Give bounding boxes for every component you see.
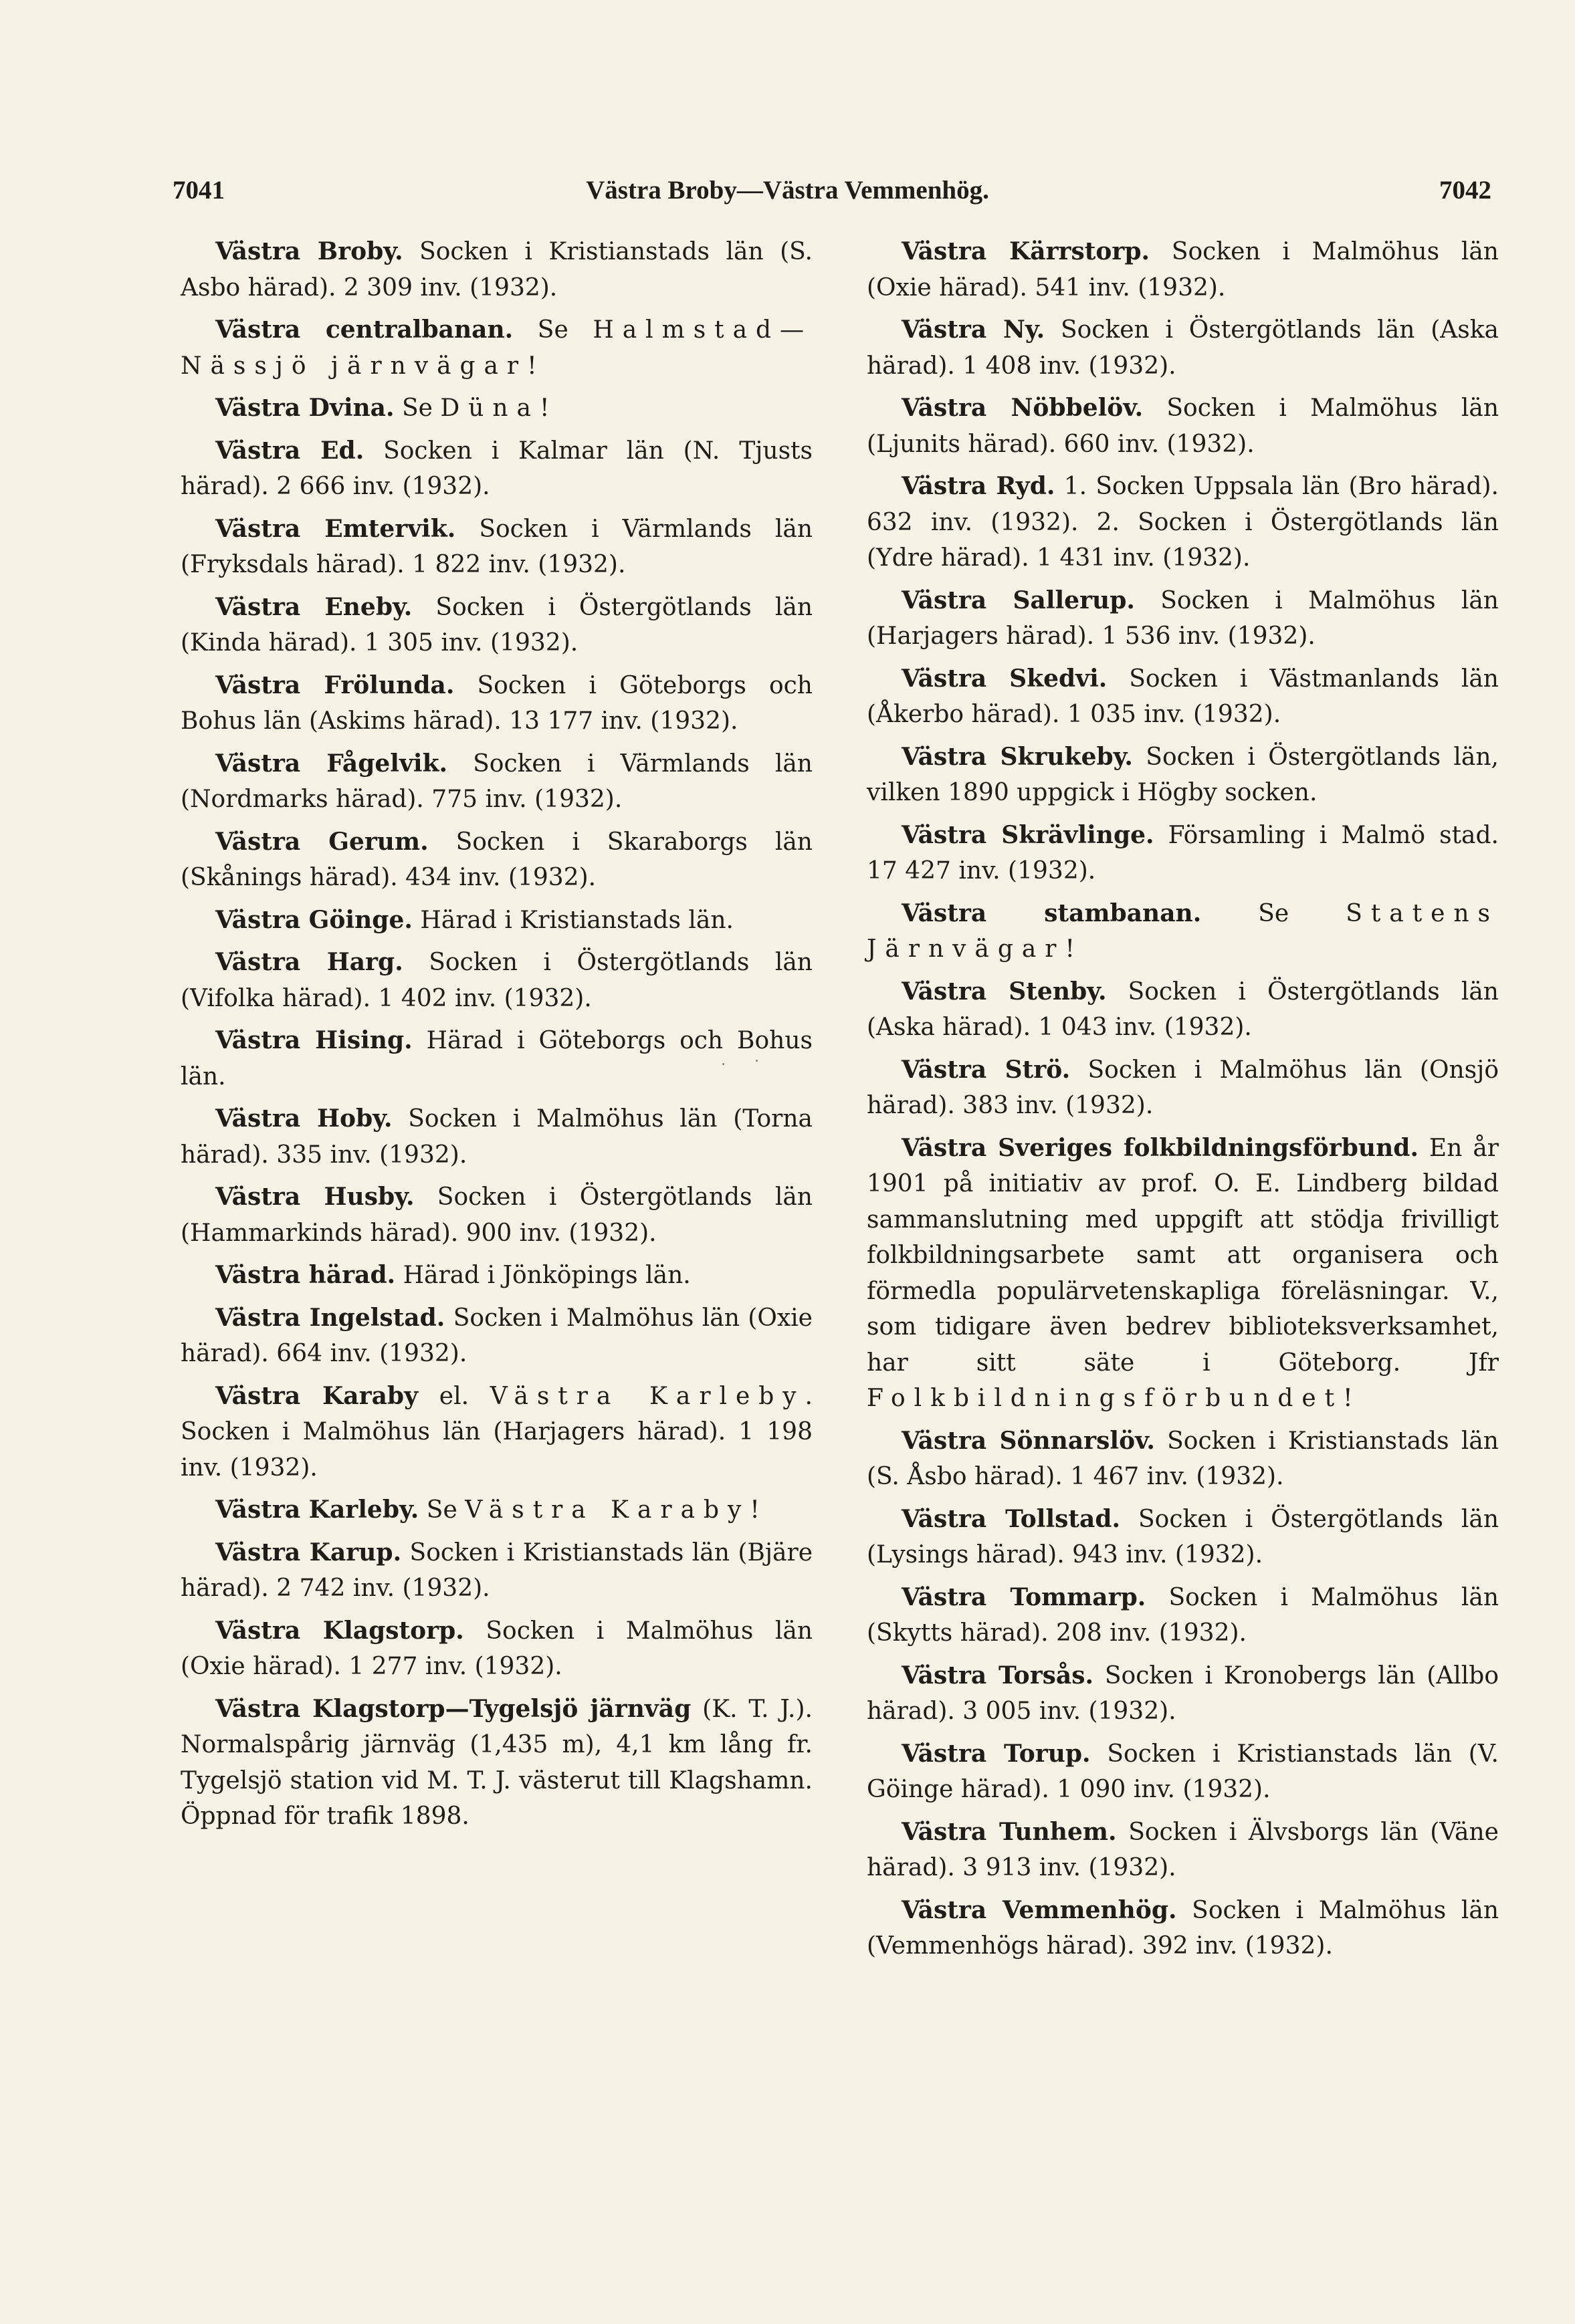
entry-text: Socken i Skaraborgs län (Skånings härad). 434 inv. (1932). [181, 828, 813, 891]
cross-reference: Folkbildningsförbundet [867, 1385, 1344, 1412]
entry-text: Socken i Östergötlands län (Aska härad). 1 408 inv. (1932). [867, 316, 1499, 380]
encyclopedia-entry [181, 903, 813, 939]
encyclopedia-entry [181, 1492, 813, 1528]
entry-headword: Västra Frölunda. [215, 671, 455, 699]
entry-text: Se [419, 1496, 465, 1524]
entry-text: Se [394, 394, 441, 422]
entry-headword: Västra Husby. [215, 1183, 415, 1211]
encyclopedia-entry [867, 1893, 1499, 1964]
encyclopedia-entry [867, 818, 1499, 889]
entry-text-tail: ! [750, 1496, 760, 1524]
entry-headword: Västra Fågelvik. [215, 749, 448, 778]
entry-text: Församling i Malmö stad. 17 427 inv. (1932). [867, 821, 1499, 885]
entry-headword: Västra Tommarp. [902, 1583, 1146, 1611]
entry-headword: Västra Skedvi. [902, 664, 1108, 693]
entry-text: Socken i Kristianstads län (Bjäre härad). 2 742 inv. (1932). [181, 1538, 813, 1602]
encyclopedia-entry [181, 746, 813, 818]
entry-text: Socken i Kristianstads län (S. Asbo härad). 2 309 inv. (1932). [181, 238, 813, 302]
cross-reference: Halmstad—Nässjö järnvägar [181, 316, 813, 380]
entry-text: Socken i Värmlands län (Nordmarks härad). 775 inv. (1932). [181, 749, 813, 813]
left-column [181, 234, 813, 1841]
entry-headword: Västra härad. [215, 1261, 396, 1289]
encyclopedia-entry [181, 824, 813, 896]
encyclopedia-entry [181, 1379, 813, 1486]
entry-headword: Västra Torsås. [902, 1661, 1094, 1690]
entry-text: Socken i Östergötlands län (Hammarkinds härad). 900 inv. (1932). [181, 1183, 813, 1247]
encyclopedia-entry [867, 312, 1499, 384]
encyclopedia-entry [181, 1613, 813, 1685]
cross-reference: Düna [440, 394, 540, 422]
encyclopedia-entry [867, 1502, 1499, 1573]
entry-text: Socken i Malmöhus län (Ljunits härad). 660 inv. (1932). [867, 394, 1499, 458]
entry-headword: Västra Klagstorp. [215, 1616, 464, 1645]
entry-headword: Västra Dvina. [215, 394, 395, 422]
entry-headword: Västra Karaby [215, 1381, 418, 1410]
entry-text-tail: ! [1065, 935, 1075, 963]
entry-headword: Västra Broby. [215, 237, 403, 265]
encyclopedia-entry [181, 945, 813, 1016]
entry-text: Härad i Göteborgs och Bohus län. [181, 1027, 813, 1090]
right-column [867, 234, 1499, 1971]
encyclopedia-entry [867, 1815, 1499, 1886]
cross-reference: Västra Karaby [465, 1496, 750, 1524]
entry-headword: Västra Karleby. [215, 1496, 419, 1524]
entry-headword: Västra Hoby. [215, 1105, 393, 1133]
encyclopedia-entry [867, 896, 1499, 967]
entry-text-tail: . Socken i Malmöhus län (Harjagers härad). 1 198 inv. (1932). [181, 1382, 813, 1482]
entry-headword: Västra Skrävlinge. [902, 820, 1154, 849]
encyclopedia-entry [181, 511, 813, 583]
entry-text: el. [418, 1382, 490, 1410]
entry-headword: Västra Ryd. [902, 472, 1055, 500]
encyclopedia-entry [867, 234, 1499, 306]
encyclopedia-entry [867, 583, 1499, 655]
entry-text: Se [513, 316, 593, 344]
entry-text: Socken i Malmöhus län (Oxie härad). 541 inv. (1932). [867, 238, 1499, 302]
entry-headword: Västra Eneby. [215, 592, 413, 621]
encyclopedia-entry [867, 1052, 1499, 1124]
entry-headword: Västra Ingelstad. [215, 1303, 445, 1332]
entry-headword: Västra Torup. [902, 1739, 1091, 1768]
entry-text: Socken i Östergötlands län, vilken 1890 uppgick i Högby socken. [867, 743, 1499, 806]
entry-text: Socken i Kronobergs län (Allbo härad). 3 005 inv. (1932). [867, 1661, 1499, 1725]
entry-text: Härad i Jönköpings län. [395, 1262, 691, 1289]
entry-headword: Västra Strö. [902, 1055, 1071, 1084]
entry-headword: Västra Emtervik. [215, 514, 456, 543]
encyclopedia-entry [867, 1736, 1499, 1808]
encyclopedia-entry [181, 312, 813, 384]
left-page-number: 7041 [173, 176, 225, 205]
entry-headword: Västra Sveriges folkbildningsförbund. [902, 1133, 1419, 1162]
encyclopedia-entry [181, 590, 813, 661]
encyclopedia-entry [867, 974, 1499, 1046]
entry-text-tail: ! [1343, 1385, 1353, 1412]
entry-headword: Västra Karup. [215, 1538, 402, 1566]
entry-text: Socken i Östergötlands län (Aska härad). 1 043 inv. (1932). [867, 977, 1499, 1041]
entry-text: Socken i Malmöhus län (Torna härad). 335 inv. (1932). [181, 1105, 813, 1169]
entry-text: Socken i Malmöhus län (Onsjö härad). 383 inv. (1932). [867, 1056, 1499, 1119]
entry-text: Socken i Östergötlands län (Kinda härad). 1 305 inv. (1932). [181, 593, 813, 657]
entry-headword: Västra Skrukeby. [902, 742, 1133, 771]
encyclopedia-entry [181, 1300, 813, 1372]
entry-text: Socken i Kalmar län (N. Tjusts härad). 2 666 inv. (1932). [181, 437, 813, 500]
entry-text: Socken i Malmöhus län (Oxie härad). 1 277 inv. (1932). [181, 1617, 813, 1680]
encyclopedia-entry [867, 661, 1499, 733]
cross-reference: Statens Järnvägar [867, 899, 1499, 963]
entry-headword: Västra centralbanan. [215, 316, 514, 344]
entry-text-tail: ! [527, 352, 537, 380]
entry-headword: Västra Nöbbelöv. [902, 394, 1144, 422]
entry-headword: Västra Tunhem. [902, 1817, 1117, 1846]
entry-text: Se [1201, 899, 1346, 927]
encyclopedia-entry [867, 739, 1499, 811]
running-title: Västra Broby—Västra Vemmenhög. [586, 176, 989, 205]
entry-text: Socken i Malmöhus län (Skytts härad). 208 inv. (1932). [867, 1583, 1499, 1647]
entry-headword: Västra Stenby. [902, 977, 1107, 1006]
entry-text: Socken i Älvsborgs län (Väne härad). 3 913 inv. (1932). [867, 1818, 1499, 1881]
entry-headword: Västra Harg. [215, 948, 403, 976]
page-header [0, 175, 1575, 215]
entry-headword: Västra Göinge. [215, 905, 413, 934]
encyclopedia-entry [181, 1258, 813, 1294]
cross-reference: Västra Karleby [490, 1382, 805, 1410]
encyclopedia-entry [867, 1658, 1499, 1730]
entry-headword: Västra Vemmenhög. [902, 1895, 1177, 1924]
entry-text: Socken i Malmöhus län (Harjagers härad). 1 536 inv. (1932). [867, 586, 1499, 650]
entry-headword: Västra stambanan. [902, 899, 1202, 927]
encyclopedia-entry [867, 1131, 1499, 1417]
entry-headword: Västra Hising. [215, 1026, 413, 1054]
entry-text: Socken i Östergötlands län (Lysings härad). 943 inv. (1932). [867, 1505, 1499, 1568]
encyclopedia-entry [867, 1580, 1499, 1651]
encyclopedia-entry [181, 234, 813, 306]
entry-text: 1. Socken Uppsala län (Bro härad). 632 inv. (1932). 2. Socken i Östergötlands län (Ydre härad). 1 431 inv. (1932). [867, 473, 1499, 572]
entry-headword: Västra Sönnarslöv. [902, 1426, 1155, 1455]
encyclopedia-entry [867, 1423, 1499, 1495]
entry-headword: Västra Gerum. [215, 827, 429, 856]
entry-text: Socken i Östergötlands län (Vifolka härad). 1 402 inv. (1932). [181, 949, 813, 1012]
encyclopedia-entry [181, 1692, 813, 1835]
entry-headword: Västra Ed. [215, 436, 364, 465]
entry-text: (K. T. J.). Normalspårig järnväg (1,435 m), 4,1 km lång fr. Tygelsjö station vid M. T. J. västerut till Klagshamn. Öppnad för trafik 1898. [181, 1695, 813, 1830]
entry-text: Socken i Malmöhus län (Vemmenhögs härad). 392 inv. (1932). [867, 1896, 1499, 1960]
entry-text: Socken i Göteborgs och Bohus län (Askims härad). 13 177 inv. (1932). [181, 671, 813, 735]
entry-text: Socken i Kristianstads län (V. Göinge härad). 1 090 inv. (1932). [867, 1740, 1499, 1803]
entry-text: Härad i Kristianstads län. [412, 906, 734, 934]
entry-headword: Västra Tollstad. [902, 1504, 1121, 1533]
entry-text: Socken i Värmlands län (Fryksdals härad). 1 822 inv. (1932). [181, 515, 813, 578]
entry-headword: Västra Kärrstorp. [902, 237, 1150, 265]
speck [722, 1063, 724, 1065]
entry-text: Socken i Västmanlands län (Åkerbo härad). 1 035 inv. (1932). [867, 665, 1499, 728]
entry-text: En år 1901 på initiativ av prof. O. E. Lindberg bildad sammanslutning med uppgift att stödja frivilligt folkbildningsarbete samt att organisera och förmedla populärvetenskapliga föreläsningar. V., som tidigare även bedrev biblioteksverksamhet, har sitt säte i Göteborg. Jfr [867, 1134, 1499, 1377]
encyclopedia-entry [181, 1101, 813, 1173]
encyclopedia-entry [867, 390, 1499, 462]
entry-headword: Västra Ny. [902, 316, 1045, 344]
entry-headword: Västra Klagstorp—Tygelsjö järnväg [215, 1694, 692, 1723]
encyclopedia-entry [181, 1179, 813, 1251]
encyclopedia-entry [181, 1023, 813, 1094]
right-page-number: 7042 [1439, 176, 1491, 205]
entry-text: Socken i Malmöhus län (Oxie härad). 664 inv. (1932). [181, 1304, 813, 1367]
encyclopedia-entry [181, 390, 813, 427]
encyclopedia-entry [181, 1535, 813, 1607]
entry-text: Socken i Kristianstads län (S. Åsbo härad). 1 467 inv. (1932). [867, 1427, 1499, 1490]
encyclopedia-entry [181, 433, 813, 505]
encyclopedia-entry [867, 469, 1499, 576]
encyclopedia-entry [181, 668, 813, 739]
speck [756, 1060, 758, 1062]
entry-headword: Västra Sallerup. [902, 586, 1135, 614]
entry-text-tail: ! [539, 394, 550, 422]
